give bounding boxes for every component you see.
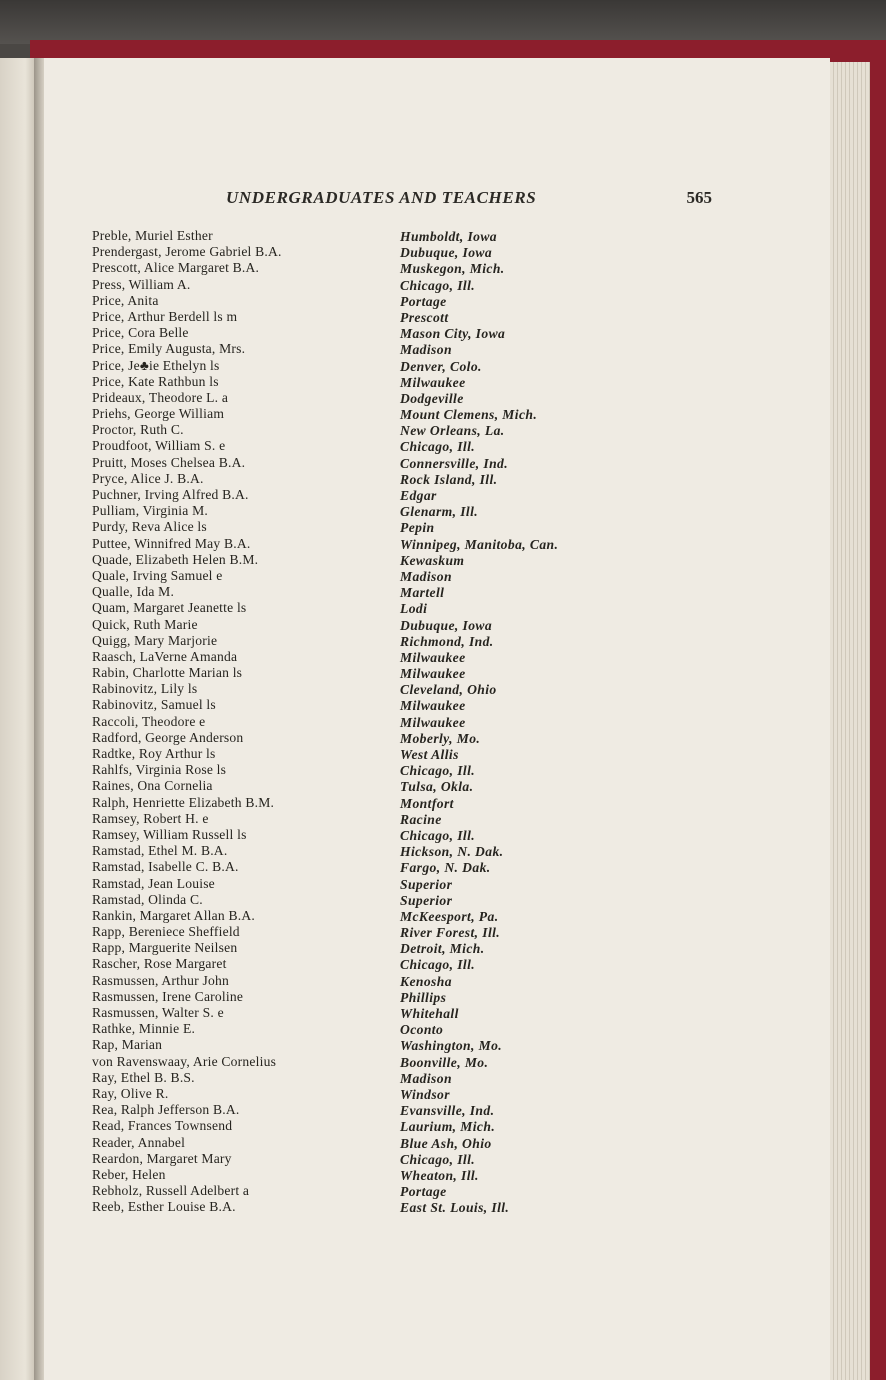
page-stack-edge	[826, 62, 870, 1380]
list-item	[92, 1021, 612, 1037]
entry-place: Boonville, Mo.	[400, 1054, 489, 1070]
list-item	[92, 681, 612, 697]
entry-name: Rankin, Margaret Allan B.A.	[92, 907, 255, 923]
list-item	[92, 908, 612, 924]
entry-name: Reber, Helen	[92, 1166, 166, 1182]
entry-place: Winnipeg, Manitoba, Can.	[400, 536, 559, 552]
list-item	[92, 1054, 612, 1070]
entry-place: Dodgeville	[400, 390, 464, 406]
entry-name: Puchner, Irving Alfred B.A.	[92, 487, 249, 502]
entry-name: Rabinovitz, Lily ls	[92, 681, 198, 697]
entry-place: Portage	[400, 1184, 447, 1200]
scanner-background	[0, 0, 886, 44]
entry-name: Reeb, Esther Louise B.A.	[92, 1199, 236, 1215]
entry-name: Rap, Marian	[92, 1037, 163, 1053]
entry-place: Milwaukee	[400, 666, 466, 682]
entry-name: Rasmussen, Irene Caroline	[92, 988, 244, 1004]
entry-place: Whitehall	[400, 1006, 459, 1021]
list-item	[92, 633, 612, 649]
entry-name: Price, Emily Augusta, Mrs.	[92, 341, 246, 357]
entry-name: Prescott, Alice Margaret B.A.	[92, 260, 260, 276]
list-item	[92, 503, 612, 519]
list-item	[92, 471, 612, 487]
entry-name: Rapp, Marguerite Neilsen	[92, 940, 238, 956]
entry-name: Radford, George Anderson	[92, 729, 244, 745]
entry-place: Evansville, Ind.	[400, 1103, 495, 1119]
entry-place: Martell	[400, 585, 445, 601]
entry-place: Pepin	[400, 520, 435, 536]
entry-name: Price, Je♣ie Ethelyn ls	[92, 357, 220, 373]
entry-name: Ramstad, Olinda C.	[92, 891, 203, 907]
entry-place: East St. Louis, Ill.	[400, 1200, 510, 1216]
list-item	[92, 390, 612, 406]
entry-place: Madison	[400, 1070, 452, 1086]
entry-place: Montfort	[400, 795, 454, 811]
entry-name: Proudfoot, William S. e	[92, 438, 226, 454]
entry-place: West Allis	[400, 747, 459, 762]
list-item	[92, 293, 612, 309]
entry-place: Milwaukee	[400, 698, 466, 714]
entry-place: Detroit, Mich.	[400, 941, 485, 957]
entry-name: Pruitt, Moses Chelsea B.A.	[92, 454, 246, 470]
running-header-title: UNDERGRADUATES AND TEACHERS	[226, 188, 537, 207]
entry-place: Wheaton, Ill.	[400, 1167, 479, 1183]
entry-name: Quick, Ruth Marie	[92, 616, 198, 632]
entry-place: Richmond, Ind.	[400, 633, 494, 649]
entry-place: Dubuque, Iowa	[400, 617, 493, 633]
entry-place: McKeesport, Pa.	[400, 908, 499, 924]
entry-place: Moberly, Mo.	[400, 730, 481, 746]
list-item	[92, 341, 612, 357]
entry-place: Milwaukee	[400, 649, 466, 665]
entry-name: Read, Frances Townsend	[92, 1118, 233, 1134]
entry-name: Ramstad, Jean Louise	[92, 875, 215, 891]
entry-name: Rascher, Rose Margaret	[92, 956, 227, 972]
entry-place: Milwaukee	[400, 374, 466, 390]
entry-name: Ramstad, Ethel M. B.A.	[92, 843, 228, 859]
list-item	[92, 422, 612, 438]
entry-place: Lodi	[400, 601, 428, 617]
list-item	[92, 1167, 612, 1183]
entry-place: Fargo, N. Dak.	[400, 860, 491, 876]
entry-place: Chicago, Ill.	[400, 827, 476, 843]
list-item	[92, 1135, 612, 1151]
entry-name: Rathke, Minnie E.	[92, 1021, 196, 1037]
entry-place: Oconto	[400, 1022, 444, 1038]
entry-place: Humboldt, Iowa	[400, 229, 497, 244]
entry-place: Connersville, Ind.	[400, 455, 509, 471]
entry-name: Rabin, Charlotte Marian ls	[92, 665, 243, 681]
entry-name: Quam, Margaret Jeanette ls	[92, 600, 247, 616]
entry-place: Glenarm, Ill.	[400, 504, 479, 520]
entry-place: Hickson, N. Dak.	[400, 844, 504, 860]
entry-name: Prendergast, Jerome Gabriel B.A.	[92, 244, 282, 260]
list-item	[92, 730, 612, 746]
entry-name: Ramstad, Isabelle C. B.A.	[92, 859, 239, 875]
entry-place: Dubuque, Iowa	[400, 245, 493, 261]
list-item	[92, 1118, 612, 1134]
list-item	[92, 438, 612, 454]
entry-name: Raasch, LaVerne Amanda	[92, 648, 238, 664]
entry-place: Tulsa, Okla.	[400, 779, 474, 795]
list-item	[92, 455, 612, 471]
list-item	[92, 228, 612, 244]
list-item	[92, 714, 612, 730]
list-item	[92, 876, 612, 892]
list-item	[92, 617, 612, 633]
entry-name: von Ravenswaay, Arie Cornelius	[92, 1053, 277, 1069]
entry-name: Price, Arthur Berdell ls m	[92, 308, 238, 324]
entry-place: Kenosha	[400, 973, 452, 989]
entry-place: Phillips	[400, 989, 447, 1005]
list-item	[92, 778, 612, 794]
entry-place: River Forest, Ill.	[400, 925, 501, 941]
list-item	[92, 973, 612, 989]
list-item	[92, 1151, 612, 1167]
entry-place: Madison	[400, 568, 452, 584]
entry-name: Preble, Muriel Esther	[92, 228, 213, 243]
entry-name: Qualle, Ida M.	[92, 584, 175, 600]
list-item	[92, 244, 612, 260]
entry-place: Chicago, Ill.	[400, 439, 476, 455]
list-item	[92, 1102, 612, 1118]
page-number: 565	[686, 188, 712, 207]
entry-name: Raines, Ona Cornelia	[92, 778, 213, 794]
list-item	[92, 600, 612, 616]
list-item	[92, 487, 612, 503]
list-item	[92, 956, 612, 972]
list-item	[92, 697, 612, 713]
list-item	[92, 358, 612, 374]
list-item	[92, 519, 612, 535]
running-header	[226, 188, 712, 212]
list-item	[92, 277, 612, 293]
list-item	[92, 989, 612, 1005]
entry-name: Radtke, Roy Arthur ls	[92, 746, 216, 761]
entry-name: Price, Cora Belle	[92, 325, 189, 341]
entry-name: Price, Anita	[92, 292, 159, 308]
entry-name: Rasmussen, Arthur John	[92, 972, 229, 988]
entry-place: Kewaskum	[400, 552, 465, 568]
list-item	[92, 843, 612, 859]
list-item	[92, 924, 612, 940]
entry-place: Rock Island, Ill.	[400, 471, 498, 487]
entry-name: Ray, Olive R.	[92, 1085, 169, 1101]
entry-place: New Orleans, La.	[400, 423, 505, 439]
entry-place: Windsor	[400, 1086, 450, 1102]
list-item	[92, 746, 612, 762]
entry-name: Rahlfs, Virginia Rose ls	[92, 762, 227, 778]
entry-place: Cleveland, Ohio	[400, 682, 497, 698]
entry-place: Denver, Colo.	[400, 358, 482, 374]
list-item	[92, 1037, 612, 1053]
list-item	[92, 649, 612, 665]
entry-place: Milwaukee	[400, 714, 466, 730]
entry-place: Racine	[400, 811, 442, 827]
list-item	[92, 1086, 612, 1102]
directory-list	[92, 228, 612, 1215]
entry-name: Rea, Ralph Jefferson B.A.	[92, 1102, 240, 1118]
list-item	[92, 568, 612, 584]
list-item	[92, 374, 612, 390]
entry-name: Rabinovitz, Samuel ls	[92, 697, 216, 713]
entry-name: Proctor, Ruth C.	[92, 422, 184, 438]
list-item	[92, 406, 612, 422]
entry-name: Raccoli, Theodore e	[92, 713, 206, 729]
list-item	[92, 260, 612, 276]
entry-place: Chicago, Ill.	[400, 957, 476, 973]
list-item	[92, 1070, 612, 1086]
entry-place: Prescott	[400, 309, 449, 325]
entry-place: Muskegon, Mich.	[400, 261, 505, 277]
entry-name: Quigg, Mary Marjorie	[92, 632, 218, 648]
list-item	[92, 859, 612, 875]
entry-name: Ralph, Henriette Elizabeth B.M.	[92, 794, 275, 810]
entry-place: Chicago, Ill.	[400, 763, 476, 779]
list-item	[92, 309, 612, 325]
entry-name: Press, William A.	[92, 276, 191, 292]
entry-name: Ray, Ethel B. B.S.	[92, 1069, 195, 1085]
list-item	[92, 552, 612, 568]
entry-place: Superior	[400, 892, 453, 908]
entry-name: Priehs, George William	[92, 406, 225, 422]
entry-place: Portage	[400, 293, 447, 309]
entry-name: Ramsey, William Russell ls	[92, 826, 247, 842]
entry-name: Puttee, Winnifred May B.A.	[92, 535, 251, 551]
list-item	[92, 1183, 612, 1199]
entry-place: Washington, Mo.	[400, 1038, 503, 1054]
list-item	[92, 1199, 612, 1215]
entry-place: Laurium, Mich.	[400, 1119, 496, 1135]
entry-name: Price, Kate Rathbun ls	[92, 373, 219, 389]
entry-name: Ramsey, Robert H. e	[92, 810, 209, 826]
entry-place: Mason City, Iowa	[400, 326, 506, 342]
entry-name: Purdy, Reva Alice ls	[92, 519, 207, 535]
list-item	[92, 584, 612, 600]
entry-name: Pryce, Alice J. B.A.	[92, 470, 204, 486]
entry-name: Reardon, Margaret Mary	[92, 1150, 232, 1166]
entry-place: Mount Clemens, Mich.	[400, 407, 538, 423]
list-item	[92, 795, 612, 811]
entry-name: Prideaux, Theodore L. a	[92, 389, 229, 405]
entry-place: Chicago, Ill.	[400, 277, 476, 293]
list-item	[92, 892, 612, 908]
entry-name: Pulliam, Virginia M.	[92, 503, 208, 519]
list-item	[92, 762, 612, 778]
entry-place: Blue Ash, Ohio	[400, 1135, 492, 1151]
entry-name: Rasmussen, Walter S. e	[92, 1005, 224, 1020]
list-item	[92, 811, 612, 827]
entry-name: Quade, Elizabeth Helen B.M.	[92, 551, 259, 567]
left-page-edge	[0, 58, 36, 1380]
list-item	[92, 1005, 612, 1021]
book-gutter	[34, 58, 44, 1380]
entry-place: Madison	[400, 342, 452, 358]
entry-name: Rapp, Bereniece Sheffield	[92, 924, 240, 940]
list-item	[92, 940, 612, 956]
entry-name: Quale, Irving Samuel e	[92, 567, 223, 583]
entry-place: Chicago, Ill.	[400, 1151, 476, 1167]
entry-name: Rebholz, Russell Adelbert a	[92, 1183, 250, 1199]
entry-place: Edgar	[400, 488, 437, 503]
list-item	[92, 827, 612, 843]
list-item	[92, 325, 612, 341]
list-item	[92, 665, 612, 681]
list-item	[92, 536, 612, 552]
entry-name: Reader, Annabel	[92, 1134, 186, 1150]
entry-place: Superior	[400, 876, 453, 892]
